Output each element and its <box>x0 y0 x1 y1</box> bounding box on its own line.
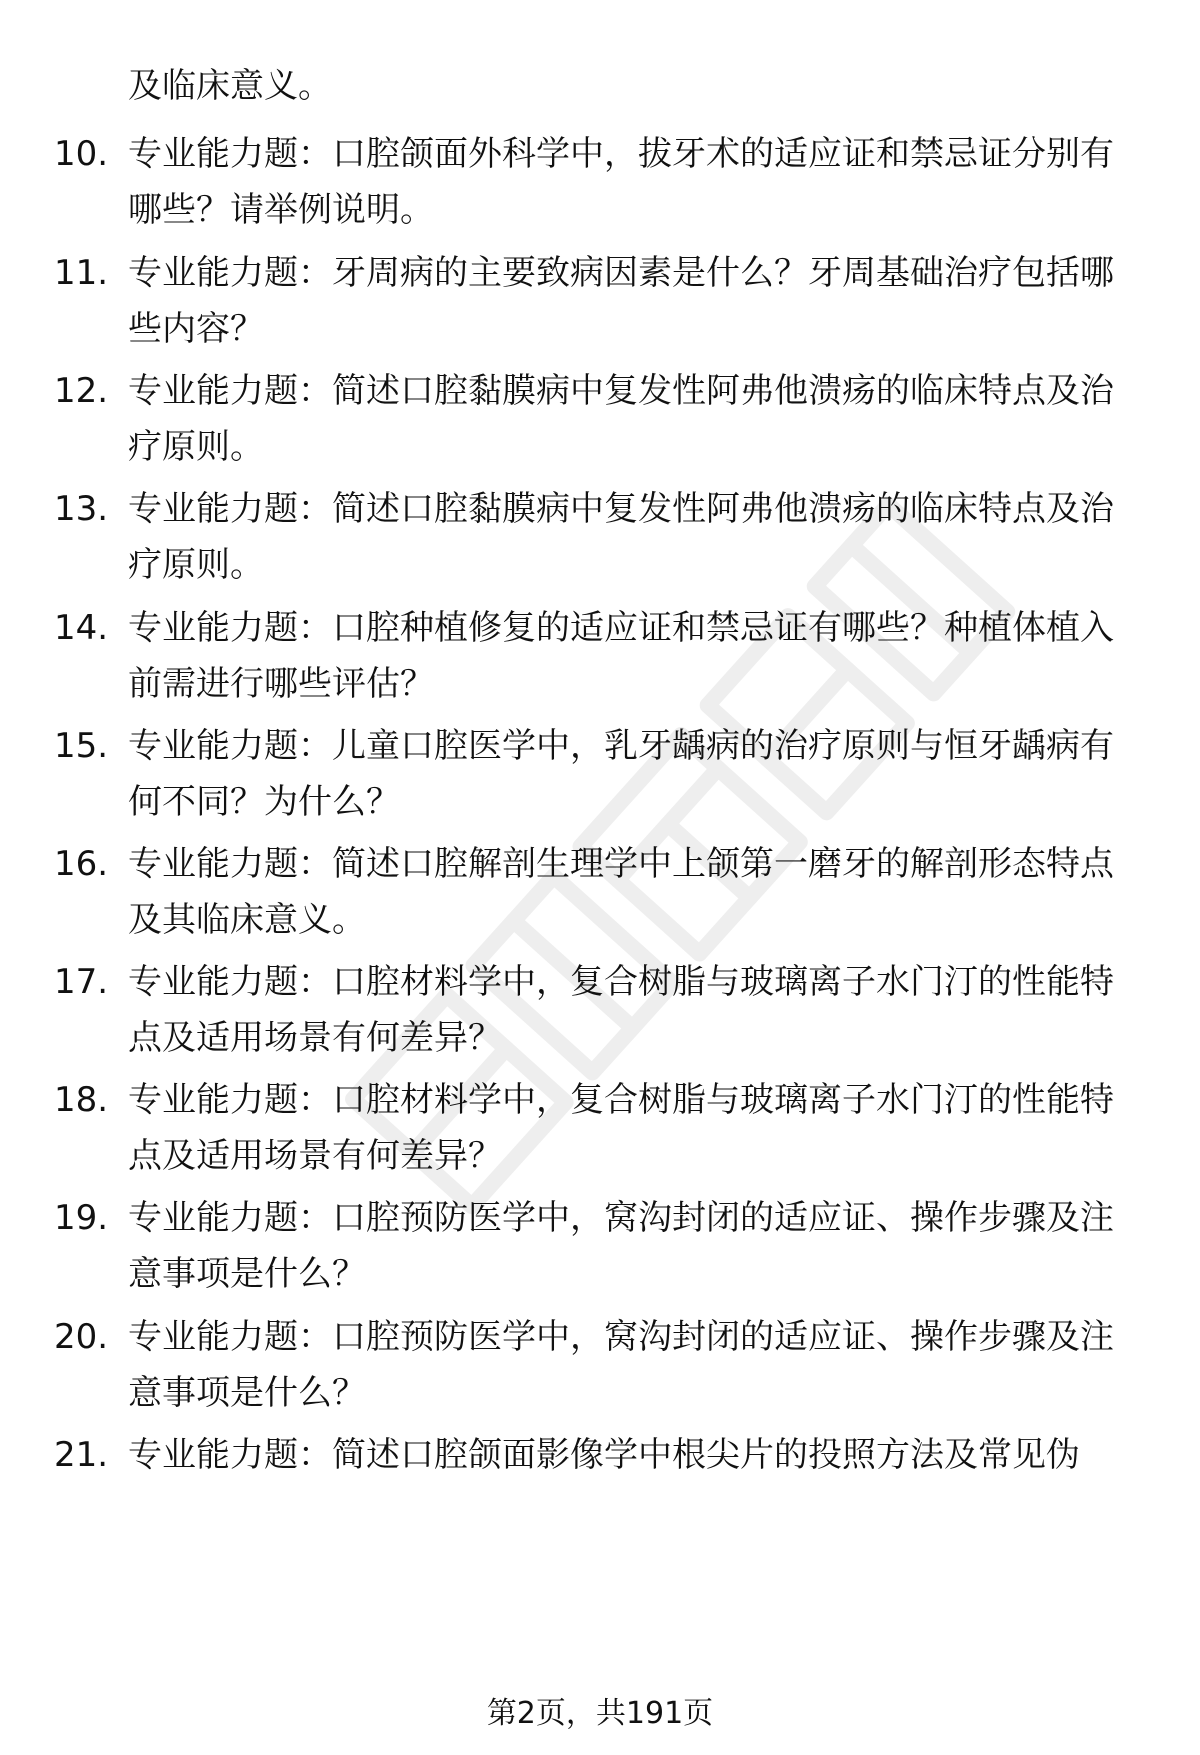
list-item <box>0 126 1200 238</box>
list-item <box>0 718 1200 830</box>
list-item <box>0 1072 1200 1184</box>
item-text: 专业能力题：口腔种植修复的适应证和禁忌证有哪些？种植体植入前需进行哪些评估？ <box>128 608 1114 704</box>
item-text: 专业能力题：儿童口腔医学中，乳牙龋病的治疗原则与恒牙龋病有何不同？为什么？ <box>128 726 1114 822</box>
list-item <box>0 363 1200 475</box>
item-number: 13. <box>54 489 109 529</box>
item-text: 专业能力题：简述口腔黏膜病中复发性阿弗他溃疡的临床特点及治疗原则。 <box>128 489 1114 585</box>
list-item <box>0 954 1200 1066</box>
continuation-text: 及临床意义。 <box>128 66 332 106</box>
item-text: 专业能力题：简述口腔解剖生理学中上颌第一磨牙的解剖形态特点及其临床意义。 <box>128 844 1114 940</box>
list-item <box>0 481 1200 593</box>
list-item <box>0 836 1200 948</box>
item-text: 专业能力题：简述口腔黏膜病中复发性阿弗他溃疡的临床特点及治疗原则。 <box>128 371 1114 467</box>
item-number: 14. <box>54 608 109 648</box>
item-text: 专业能力题：口腔预防医学中，窝沟封闭的适应证、操作步骤及注意事项是什么？ <box>128 1198 1114 1294</box>
list-item <box>0 1309 1200 1421</box>
item-text: 专业能力题：口腔材料学中，复合树脂与玻璃离子水门汀的性能特点及适用场景有何差异？ <box>128 1080 1114 1176</box>
item-number: 19. <box>54 1198 109 1238</box>
item-text: 专业能力题：口腔材料学中，复合树脂与玻璃离子水门汀的性能特点及适用场景有何差异？ <box>128 962 1114 1058</box>
item-text: 专业能力题：牙周病的主要致病因素是什么？牙周基础治疗包括哪些内容？ <box>128 253 1114 349</box>
list-item <box>0 1190 1200 1302</box>
item-number: 15. <box>54 726 109 766</box>
item-number: 18. <box>54 1080 109 1120</box>
item-number: 17. <box>54 962 109 1002</box>
list-item <box>0 600 1200 712</box>
item-text: 专业能力题：简述口腔颌面影像学中根尖片的投照方法及常见伪 <box>128 1435 1080 1475</box>
item-number: 20. <box>54 1317 109 1357</box>
item-number: 10. <box>54 134 109 174</box>
page-footer: 第2页，共191页 <box>486 1696 714 1731</box>
item-text: 专业能力题：口腔预防医学中，窝沟封闭的适应证、操作步骤及注意事项是什么？ <box>128 1317 1114 1413</box>
item-number: 11. <box>54 253 109 293</box>
item-text: 专业能力题：口腔颌面外科学中，拔牙术的适应证和禁忌证分别有哪些？请举例说明。 <box>128 134 1114 230</box>
item-number: 16. <box>54 844 109 884</box>
item-number: 12. <box>54 371 109 411</box>
list-item <box>0 245 1200 357</box>
item-number: 21. <box>54 1435 109 1475</box>
list-item <box>0 1427 1200 1487</box>
